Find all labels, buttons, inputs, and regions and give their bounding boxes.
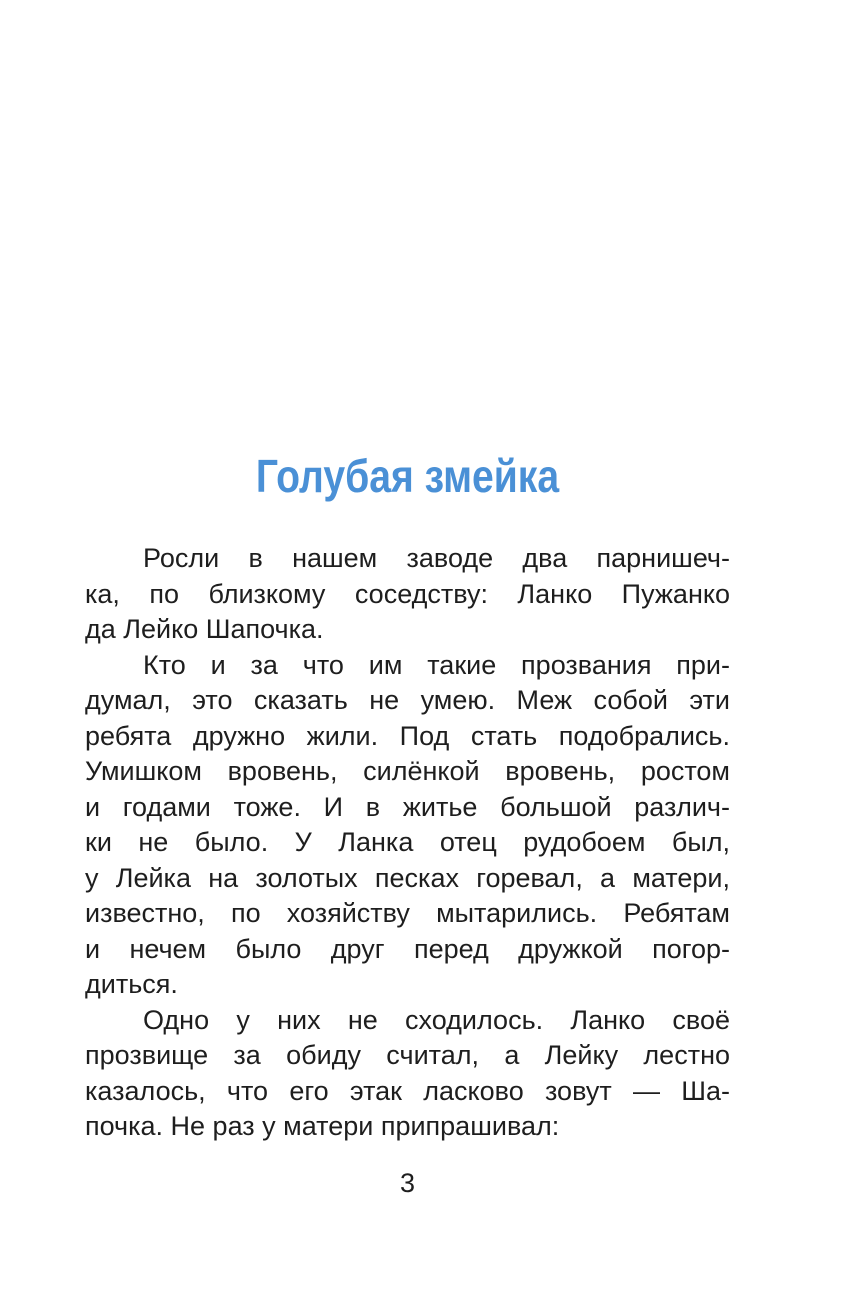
- text-line: Кто и за что им такие прозвания при-: [143, 649, 730, 680]
- text-line: да Лейко Шапочка.: [85, 614, 324, 644]
- text-line: и нечем было друг перед дружкой погор-: [85, 933, 730, 964]
- story-text: [85, 541, 730, 1145]
- text-line: у Лейка на золотых песках горевал, а матери,: [85, 862, 730, 893]
- text-line: диться.: [85, 969, 178, 999]
- text-line: и годами тоже. И в житье большой различ-: [85, 791, 730, 822]
- paragraph: [85, 648, 730, 1003]
- text-line: думал, это сказать не умею. Меж собой эти: [85, 685, 730, 715]
- text-line: ка, по близкому соседству: Ланко Пужанко: [85, 578, 730, 609]
- text-line: Умишком вровень, силёнкой вровень, ростом: [85, 756, 730, 786]
- text-line: ребята дружно жили. Под стать подобрались.: [85, 720, 730, 751]
- page-number: 3: [399, 1168, 416, 1198]
- text-line: ки не было. У Ланка отец рудобоем был,: [85, 827, 730, 857]
- text-line: казалось, что его этак ласково зовут — Ша-: [85, 1075, 730, 1106]
- paragraph: [85, 541, 730, 648]
- text-line: почка. Не раз у матери припрашивал:: [85, 1111, 560, 1141]
- text-line: прозвище за обиду считал, а Лейку лестно: [85, 1040, 730, 1070]
- text-line: известно, по хозяйству мытарились. Ребятам: [85, 898, 730, 928]
- story-title: Голубая змейка: [255, 450, 560, 502]
- text-line: Одно у них не сходилось. Ланко своё: [143, 1004, 730, 1035]
- paragraph: [85, 1003, 730, 1145]
- text-line: Росли в нашем заводе два парнишеч-: [143, 543, 730, 573]
